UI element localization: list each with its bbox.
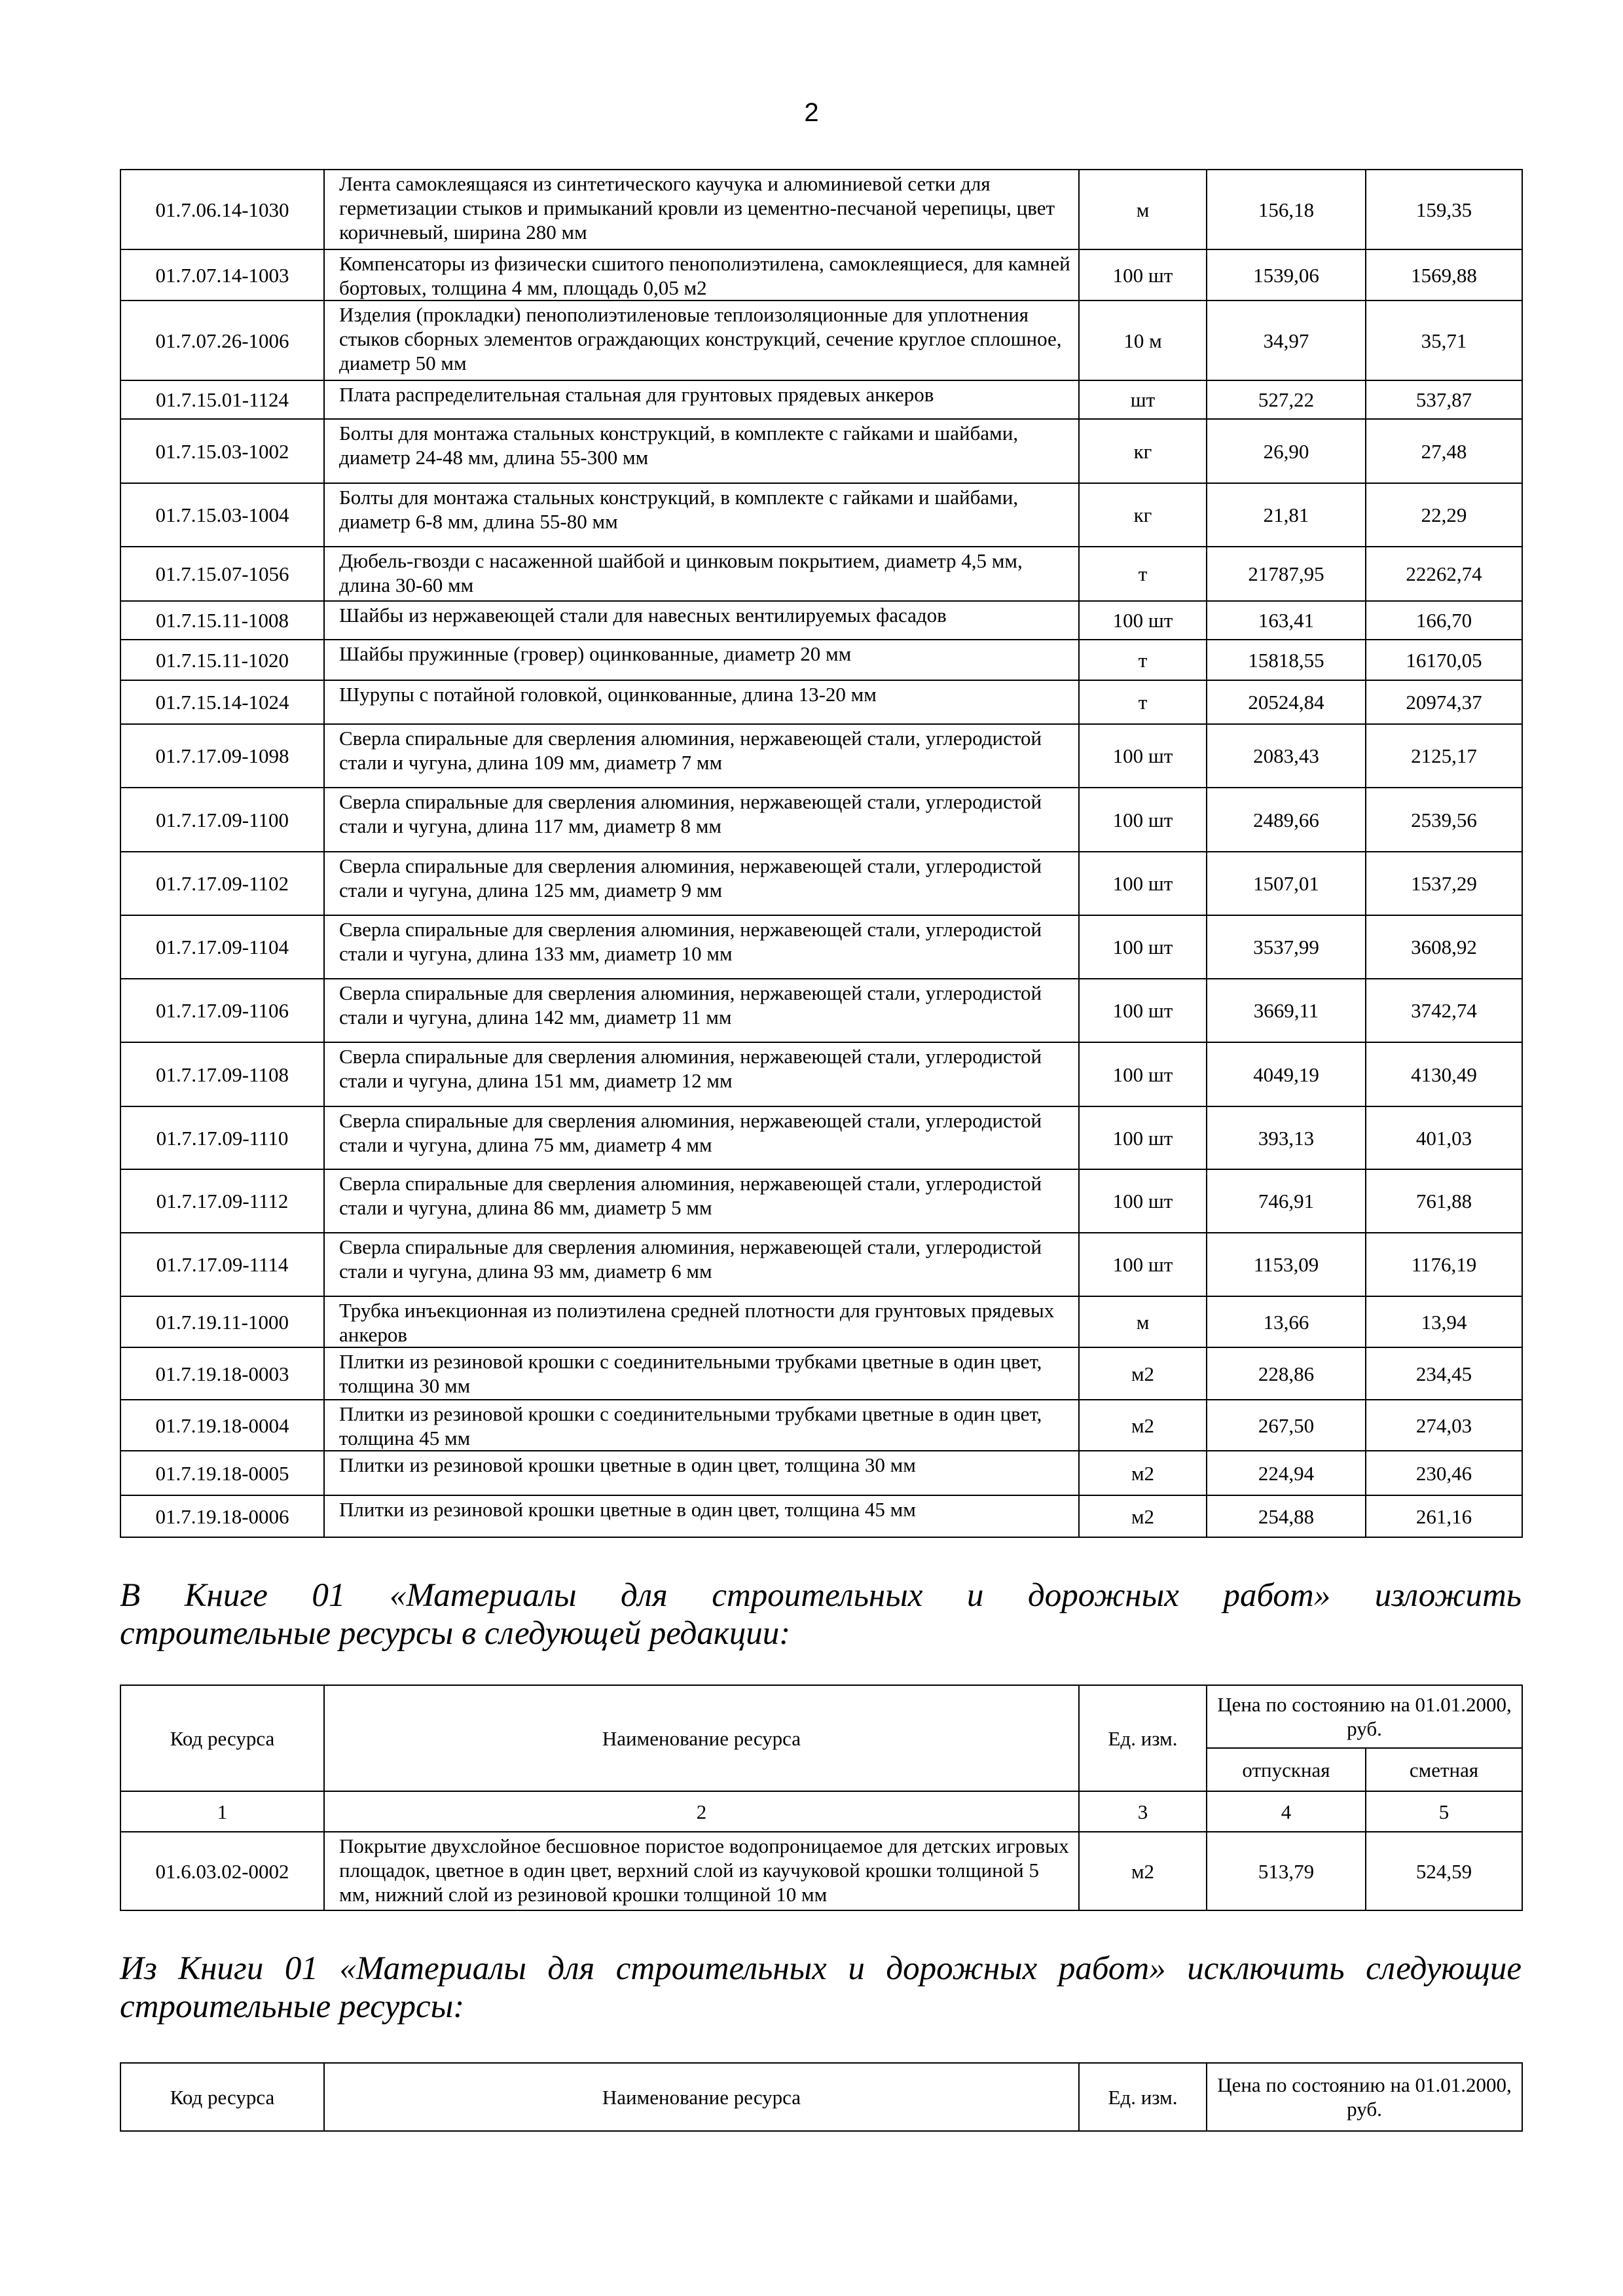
release-price: 513,79 — [1207, 1832, 1366, 1910]
estimate-price: 16170,05 — [1366, 640, 1522, 680]
release-price: 34,97 — [1207, 301, 1366, 380]
resource-unit: шт — [1079, 380, 1207, 419]
release-price: 224,94 — [1207, 1451, 1366, 1495]
resource-name: Трубка инъекционная из полиэтилена средней плотности для грунтовых прядевых анкеров — [324, 1296, 1079, 1347]
resource-name: Сверла спиральные для сверления алюминия, нержавеющей стали, углеродистой стали и чугуна, длина 86 мм, диаметр 5 мм — [324, 1169, 1079, 1233]
header-price: Цена по состоянию на 01.01.2000, руб. — [1207, 1685, 1522, 1748]
estimate-price: 1176,19 — [1366, 1233, 1522, 1296]
resource-unit: 100 шт — [1079, 1042, 1207, 1106]
resource-code: 01.7.17.09-1114 — [120, 1233, 324, 1296]
resource-unit: м2 — [1079, 1495, 1207, 1537]
release-price: 2489,66 — [1207, 788, 1366, 852]
release-price: 3537,99 — [1207, 915, 1366, 979]
resource-name: Сверла спиральные для сверления алюминия, нержавеющей стали, углеродистой стали и чугуна, длина 142 мм, диаметр 11 мм — [324, 979, 1079, 1042]
resource-unit: м2 — [1079, 1400, 1207, 1451]
release-price: 1507,01 — [1207, 852, 1366, 915]
estimate-price: 537,87 — [1366, 380, 1522, 419]
table-row — [120, 979, 1522, 1042]
header-unit: Ед. изм. — [1079, 2063, 1207, 2131]
resource-name: Шурупы с потайной головкой, оцинкованные, длина 13-20 мм — [324, 680, 1079, 724]
release-price: 15818,55 — [1207, 640, 1366, 680]
table-row — [120, 483, 1522, 547]
resource-code: 01.7.17.09-1112 — [120, 1169, 324, 1233]
table-row — [120, 380, 1522, 419]
resource-code: 01.7.19.18-0006 — [120, 1495, 324, 1537]
release-price: 1153,09 — [1207, 1233, 1366, 1296]
release-price: 527,22 — [1207, 380, 1366, 419]
resource-code: 01.7.17.09-1110 — [120, 1106, 324, 1169]
resource-unit: м2 — [1079, 1832, 1207, 1910]
resource-name: Изделия (прокладки) пенополиэтиленовые теплоизоляционные для уплотнения стыков сборных элементов ограждающих конструкций, сечение круглое сплошное, диаметр 50 мм — [324, 301, 1079, 380]
resource-unit: 10 м — [1079, 301, 1207, 380]
resource-code: 01.7.15.03-1002 — [120, 419, 324, 483]
table-row — [120, 1233, 1522, 1296]
column-number: 1 — [120, 1791, 324, 1832]
resource-code: 01.7.15.07-1056 — [120, 547, 324, 601]
estimate-price: 4130,49 — [1366, 1042, 1522, 1106]
resource-code: 01.7.17.09-1104 — [120, 915, 324, 979]
release-price: 163,41 — [1207, 601, 1366, 640]
resource-name: Болты для монтажа стальных конструкций, в комплекте с гайками и шайбами, диаметр 6-8 мм, длина 55-80 мм — [324, 483, 1079, 547]
resource-code: 01.7.15.03-1004 — [120, 483, 324, 547]
table-row — [120, 1169, 1522, 1233]
table-row — [120, 1400, 1522, 1451]
table-row — [120, 1296, 1522, 1347]
amend-paragraph — [120, 1576, 1522, 1652]
excluded-resources-table — [120, 2062, 1523, 2132]
header-code: Код ресурса — [120, 2063, 324, 2131]
resource-code: 01.7.17.09-1098 — [120, 724, 324, 788]
header-price: Цена по состоянию на 01.01.2000, руб. — [1207, 2063, 1522, 2131]
resource-unit: м — [1079, 170, 1207, 249]
resource-code: 01.7.17.09-1100 — [120, 788, 324, 852]
resource-code: 01.7.17.09-1102 — [120, 852, 324, 915]
resources-table-continued — [120, 169, 1523, 1538]
release-price: 228,86 — [1207, 1347, 1366, 1400]
resource-name: Сверла спиральные для сверления алюминия, нержавеющей стали, углеродистой стали и чугуна, длина 151 мм, диаметр 12 мм — [324, 1042, 1079, 1106]
resource-unit: 100 шт — [1079, 249, 1207, 301]
estimate-price: 230,46 — [1366, 1451, 1522, 1495]
column-number: 3 — [1079, 1791, 1207, 1832]
estimate-price: 35,71 — [1366, 301, 1522, 380]
table-row — [120, 301, 1522, 380]
table-row — [120, 852, 1522, 915]
exclude-paragraph-line-1: Из Книги 01 «Материалы для строительных и дорожных работ» исключить следующие — [120, 1950, 1522, 1987]
estimate-price: 20974,37 — [1366, 680, 1522, 724]
estimate-price: 22,29 — [1366, 483, 1522, 547]
resource-code: 01.7.17.09-1108 — [120, 1042, 324, 1106]
estimate-price: 524,59 — [1366, 1832, 1522, 1910]
resource-name: Сверла спиральные для сверления алюминия, нержавеющей стали, углеродистой стали и чугуна, длина 75 мм, диаметр 4 мм — [324, 1106, 1079, 1169]
estimate-price: 159,35 — [1366, 170, 1522, 249]
estimate-price: 27,48 — [1366, 419, 1522, 483]
resource-unit: 100 шт — [1079, 788, 1207, 852]
estimate-price: 1537,29 — [1366, 852, 1522, 915]
resource-code: 01.7.15.11-1008 — [120, 601, 324, 640]
release-price: 746,91 — [1207, 1169, 1366, 1233]
resource-unit: т — [1079, 640, 1207, 680]
resource-code: 01.7.17.09-1106 — [120, 979, 324, 1042]
release-price: 254,88 — [1207, 1495, 1366, 1537]
release-price: 4049,19 — [1207, 1042, 1366, 1106]
header-release-price: отпускная — [1207, 1748, 1366, 1791]
header-name: Наименование ресурса — [324, 1685, 1079, 1791]
table-row — [120, 680, 1522, 724]
release-price: 3669,11 — [1207, 979, 1366, 1042]
resource-unit: т — [1079, 547, 1207, 601]
estimate-price: 2539,56 — [1366, 788, 1522, 852]
resource-unit: 100 шт — [1079, 601, 1207, 640]
resource-unit: м2 — [1079, 1347, 1207, 1400]
release-price: 267,50 — [1207, 1400, 1366, 1451]
table-row — [120, 724, 1522, 788]
release-price: 20524,84 — [1207, 680, 1366, 724]
resource-unit: т — [1079, 680, 1207, 724]
release-price: 2083,43 — [1207, 724, 1366, 788]
exclude-paragraph-line-2: строительные ресурсы: — [120, 1988, 465, 2025]
header-code: Код ресурса — [120, 1685, 324, 1791]
resource-unit: м2 — [1079, 1451, 1207, 1495]
resource-name: Плитки из резиновой крошки цветные в один цвет, толщина 45 мм — [324, 1495, 1079, 1537]
estimate-price: 261,16 — [1366, 1495, 1522, 1537]
release-price: 1539,06 — [1207, 249, 1366, 301]
estimate-price: 3742,74 — [1366, 979, 1522, 1042]
resource-code: 01.7.07.26-1006 — [120, 301, 324, 380]
resource-name: Плитки из резиновой крошки с соединительными трубками цветные в один цвет, толщина 30 мм — [324, 1347, 1079, 1400]
resource-code: 01.7.07.14-1003 — [120, 249, 324, 301]
resource-unit: м — [1079, 1296, 1207, 1347]
resource-name: Сверла спиральные для сверления алюминия, нержавеющей стали, углеродистой стали и чугуна, длина 125 мм, диаметр 9 мм — [324, 852, 1079, 915]
column-number: 4 — [1207, 1791, 1366, 1832]
resource-name: Лента самоклеящаяся из синтетического каучука и алюминиевой сетки для герметизации стыков и примыканий кровли из цементно-песчаной черепицы, цвет коричневый, ширина 280 мм — [324, 170, 1079, 249]
table-row — [120, 1495, 1522, 1537]
resource-unit: 100 шт — [1079, 1169, 1207, 1233]
resource-name: Дюбель-гвозди с насаженной шайбой и цинковым покрытием, диаметр 4,5 мм, длина 30-60 мм — [324, 547, 1079, 601]
estimate-price: 166,70 — [1366, 601, 1522, 640]
estimate-price: 1569,88 — [1366, 249, 1522, 301]
estimate-price: 234,45 — [1366, 1347, 1522, 1400]
estimate-price: 761,88 — [1366, 1169, 1522, 1233]
resource-unit: кг — [1079, 419, 1207, 483]
resource-unit: 100 шт — [1079, 852, 1207, 915]
release-price: 13,66 — [1207, 1296, 1366, 1347]
resource-code: 01.7.15.11-1020 — [120, 640, 324, 680]
estimate-price: 3608,92 — [1366, 915, 1522, 979]
release-price: 393,13 — [1207, 1106, 1366, 1169]
table-row — [120, 547, 1522, 601]
estimate-price: 22262,74 — [1366, 547, 1522, 601]
resource-code: 01.7.19.11-1000 — [120, 1296, 324, 1347]
release-price: 156,18 — [1207, 170, 1366, 249]
resource-unit: 100 шт — [1079, 1106, 1207, 1169]
resource-name: Покрытие двухслойное бесшовное пористое водопроницаемое для детских игровых площадок, цветное в один цвет, верхний слой из каучуковой крошки толщиной 5 мм, нижний слой из резиновой крошки толщиной 10 мм — [324, 1832, 1079, 1910]
amend-paragraph-line-1: В Книге 01 «Материалы для строительных и дорожных работ» изложить — [120, 1577, 1522, 1614]
resource-code: 01.6.03.02-0002 — [120, 1832, 324, 1910]
resource-name: Сверла спиральные для сверления алюминия, нержавеющей стали, углеродистой стали и чугуна, длина 93 мм, диаметр 6 мм — [324, 1233, 1079, 1296]
header-estimate-price: сметная — [1366, 1748, 1522, 1791]
resource-name: Компенсаторы из физически сшитого пенополиэтилена, самоклеящиеся, для камней бортовых, толщина 4 мм, площадь 0,05 м2 — [324, 249, 1079, 301]
amended-resources-table — [120, 1685, 1523, 1911]
resource-unit: кг — [1079, 483, 1207, 547]
estimate-price: 2125,17 — [1366, 724, 1522, 788]
resource-name: Плитки из резиновой крошки с соединительными трубками цветные в один цвет, толщина 45 мм — [324, 1400, 1079, 1451]
table-row — [120, 419, 1522, 483]
resource-code: 01.7.15.01-1124 — [120, 380, 324, 419]
resource-name: Болты для монтажа стальных конструкций, в комплекте с гайками и шайбами, диаметр 24-48 мм, длина 55-300 мм — [324, 419, 1079, 483]
release-price: 26,90 — [1207, 419, 1366, 483]
resource-code: 01.7.19.18-0005 — [120, 1451, 324, 1495]
table-row — [120, 1347, 1522, 1400]
column-number: 2 — [324, 1791, 1079, 1832]
resources-table-body — [120, 170, 1522, 1537]
resource-unit: 100 шт — [1079, 979, 1207, 1042]
resource-name: Сверла спиральные для сверления алюминия, нержавеющей стали, углеродистой стали и чугуна, длина 109 мм, диаметр 7 мм — [324, 724, 1079, 788]
header-unit: Ед. изм. — [1079, 1685, 1207, 1791]
amend-paragraph-line-2: строительные ресурсы в следующей редакции: — [120, 1615, 791, 1652]
estimate-price: 13,94 — [1366, 1296, 1522, 1347]
table-row — [120, 170, 1522, 249]
resource-name: Сверла спиральные для сверления алюминия, нержавеющей стали, углеродистой стали и чугуна, длина 133 мм, диаметр 10 мм — [324, 915, 1079, 979]
exclude-paragraph — [120, 1950, 1522, 2026]
column-number: 5 — [1366, 1791, 1522, 1832]
resource-code: 01.7.15.14-1024 — [120, 680, 324, 724]
resource-unit: 100 шт — [1079, 724, 1207, 788]
table-row — [120, 1106, 1522, 1169]
resource-unit: 100 шт — [1079, 1233, 1207, 1296]
header-name: Наименование ресурса — [324, 2063, 1079, 2131]
table-row — [120, 249, 1522, 301]
table-row — [120, 915, 1522, 979]
resource-name: Шайбы из нержавеющей стали для навесных вентилируемых фасадов — [324, 601, 1079, 640]
table-row — [120, 601, 1522, 640]
resource-name: Шайбы пружинные (гровер) оцинкованные, диаметр 20 мм — [324, 640, 1079, 680]
resource-name: Плата распределительная стальная для грунтовых прядевых анкеров — [324, 380, 1079, 419]
resource-unit: 100 шт — [1079, 915, 1207, 979]
release-price: 21,81 — [1207, 483, 1366, 547]
table-row — [120, 1832, 1522, 1910]
resource-name: Плитки из резиновой крошки цветные в один цвет, толщина 30 мм — [324, 1451, 1079, 1495]
table-row — [120, 1451, 1522, 1495]
page-number: 2 — [804, 98, 819, 127]
table-row — [120, 1042, 1522, 1106]
resource-code: 01.7.19.18-0003 — [120, 1347, 324, 1400]
resource-code: 01.7.06.14-1030 — [120, 170, 324, 249]
release-price: 21787,95 — [1207, 547, 1366, 601]
table-row — [120, 788, 1522, 852]
table-row — [120, 640, 1522, 680]
resource-name: Сверла спиральные для сверления алюминия, нержавеющей стали, углеродистой стали и чугуна, длина 117 мм, диаметр 8 мм — [324, 788, 1079, 852]
resource-code: 01.7.19.18-0004 — [120, 1400, 324, 1451]
estimate-price: 401,03 — [1366, 1106, 1522, 1169]
estimate-price: 274,03 — [1366, 1400, 1522, 1451]
